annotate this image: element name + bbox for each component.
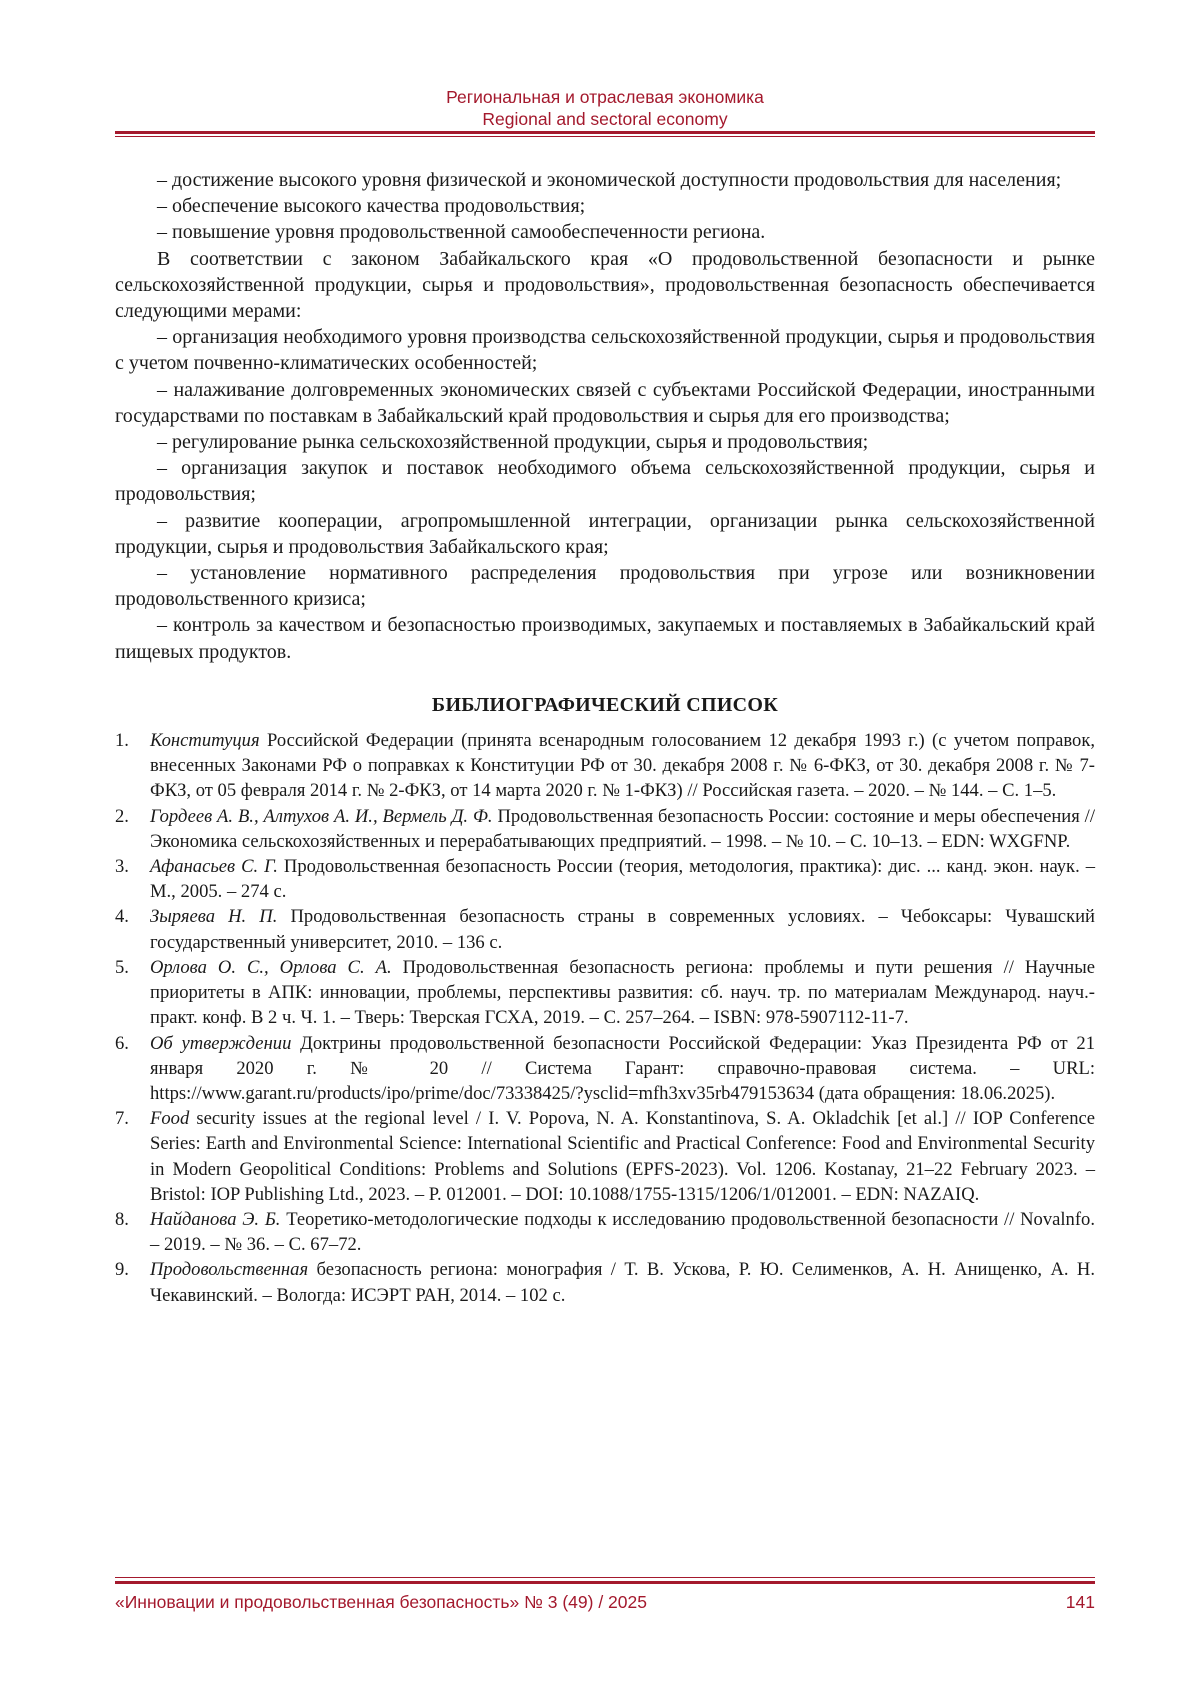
paragraph: – развитие кооперации, агропромышленной интеграции, организации рынка сельскохозяйственной продукции, сырья и продовольствия Забайкальского края; [115, 509, 1095, 558]
paragraph: – установление нормативного распределения продовольствия при угрозе или возникновении продовольственного кризиса; [115, 562, 1095, 611]
paragraph: – организация необходимого уровня производства сельскохозяйственной продукции, сырья и продовольствия с учетом почвенно-климатических особенностей; [115, 326, 1095, 375]
journal-title: «Инновации и продовольственная безопасность» № 3 (49) / 2025 [115, 1592, 647, 1612]
reference-number: 4. [115, 906, 129, 928]
reference-item [115, 854, 1095, 904]
reference-lead: Найданова Э. Б. [150, 1208, 281, 1230]
reference-lead: Конституция [150, 730, 260, 752]
header-rule-thick [115, 131, 1095, 134]
reference-item [115, 804, 1095, 854]
running-footer [115, 1591, 1095, 1613]
reference-text: Российской Федерации (принята всенародным голосованием 12 декабря 1993 г.) (с учетом поправок, внесенных Законами РФ о поправках к Конституции РФ от 30. декабря 2008 г. № 6-ФКЗ, от 30. декабря 2008 г. № 7-ФКЗ, от 05 февраля 2014 г. № 2-ФКЗ, от 14 марта 2020 г. № 1-ФКЗ) // Российская газета. – 2020. – № 144. – С. 1–5. [150, 730, 1095, 802]
reference-text: Доктрины продовольственной безопасности Российской Федерации: Указ Президента РФ от 21 января 2020 г. № 20 // Система Гарант: справочно-правовая система. – URL: https://www.garant.ru/products/ipo/prime/doc/73338425/?ysclid=mfh3xv35rb479153634 (дата обращения: 18.06.2025). [150, 1032, 1095, 1104]
header-rule-thin [115, 136, 1095, 137]
reference-item [115, 904, 1095, 954]
header-title-ru: Региональная и отраслевая экономика [446, 87, 764, 107]
paragraph: В соответствии с законом Забайкальского края «О продовольственной безопасности и рынке сельскохозяйственной продукции, сырья и продовольствия», продовольственная безопасность обеспечивается следующими мерами: [115, 247, 1095, 323]
reference-item [115, 955, 1095, 1031]
page-number: 141 [1065, 1592, 1095, 1612]
reference-number: 9. [115, 1259, 129, 1281]
paragraph: – обеспечение высокого качества продовольствия; [157, 195, 586, 218]
reference-lead: Food [150, 1108, 190, 1130]
reference-item [115, 728, 1095, 804]
footer-rule-thin [115, 1577, 1095, 1578]
paragraph: – регулирование рынка сельскохозяйственной продукции, сырья и продовольствия; [157, 431, 869, 454]
main-text [115, 167, 1095, 1308]
paragraph: – контроль за качеством и безопасностью производимых, закупаемых и поставляемых в Забайкальский край пищевых продуктов. [115, 614, 1095, 663]
reference-text: безопасность региона: монография / Т. В. Ускова, Р. Ю. Селименков, А. Н. Анищенко, А. Н. Чекавинский. – Вологда: ИСЭРТ РАН, 2014. – 102 с. [150, 1259, 1095, 1306]
reference-lead: Афанасьев С. Г. [150, 856, 278, 878]
reference-text: Продовольственная безопасность страны в современных условиях. – Чебоксары: Чувашский государственный университет, 2010. – 136 с. [150, 906, 1095, 953]
paragraph: – повышение уровня продовольственной самообеспеченности региона. [157, 221, 766, 244]
reference-number: 8. [115, 1208, 129, 1230]
bibliography-list [115, 728, 1095, 1308]
reference-item [115, 1257, 1095, 1307]
reference-number: 1. [115, 730, 129, 752]
reference-text: Продовольственная безопасность региона: проблемы и пути решения // Научные приоритеты в АПК: инновации, проблемы, перспективы развития: сб. науч. тр. по материалам Международ. науч.-практ. конф. В 2 ч. Ч. 1. – Тверь: Тверская ГСХА, 2019. – С. 257–264. – ISBN: 978-5907112-11-7. [150, 956, 1095, 1029]
reference-number: 7. [115, 1108, 129, 1130]
running-header [115, 86, 1095, 130]
reference-number: 2. [115, 805, 129, 827]
reference-text: security issues at the regional level / I. V. Popova, N. A. Konstantinova, S. A. Okladchik [et al.] // IOP Conference Series: Earth and Environmental Science: International Scientific and Practical Conference: Food and Environmental Security in Modern Geopolitical Conditions: Problems and Solutions (EPFS-2023). Vol. 1206. Kostanay, 21–22 February 2023. – Bristol: IOP Publishing Ltd., 2023. – P. 012001. – DOI: 10.1088/1755-1315/1206/1/012001. – EDN: NAZAIQ. [150, 1108, 1095, 1205]
reference-lead: Зыряева Н. П. [150, 906, 278, 928]
paragraph: – налаживание долговременных экономических связей с субъектами Российской Федерации, иностранными государствами по поставкам в Забайкальский край продовольствия и сырья для его производства; [115, 378, 1095, 427]
reference-item [115, 1106, 1095, 1207]
paragraph: – организация закупок и поставок необходимого объема сельскохозяйственной продукции, сырья и продовольствия; [115, 457, 1095, 506]
reference-text: Продовольственная безопасность России: состояние и меры обеспечения // Экономика сельскохозяйственных и перерабатывающих предприятий. – 1998. – № 10. – С. 10–13. – EDN: WXGFNP. [150, 805, 1096, 852]
reference-lead: Гордеев А. В., Алтухов А. И., Вермель Д. Ф. [150, 805, 493, 827]
reference-item [115, 1207, 1095, 1257]
footer-rule-thick [115, 1581, 1095, 1584]
bibliography-title: БИБЛИОГРАФИЧЕСКИЙ СПИСОК [431, 693, 779, 716]
paragraph: – достижение высокого уровня физической и экономической доступности продовольствия для населения; [157, 169, 1062, 191]
reference-lead: Орлова О. С., Орлова С. А. [150, 956, 392, 978]
reference-text: Теоретико-методологические подходы к исследованию продовольственной безопасности // Novalnfo. – 2019. – № 36. – С. 67–72. [150, 1208, 1095, 1256]
reference-lead: Об утверждении [150, 1032, 292, 1054]
reference-text: Продовольственная безопасность России (теория, методология, практика): дис. ... канд. экон. наук. – М., 2005. – 274 с. [150, 856, 1095, 903]
header-title-en: Regional and sectoral economy [482, 109, 728, 129]
reference-item [115, 1031, 1095, 1107]
reference-number: 6. [115, 1032, 129, 1054]
reference-number: 5. [115, 956, 129, 978]
reference-number: 3. [115, 856, 129, 878]
reference-lead: Продовольственная [150, 1259, 309, 1281]
